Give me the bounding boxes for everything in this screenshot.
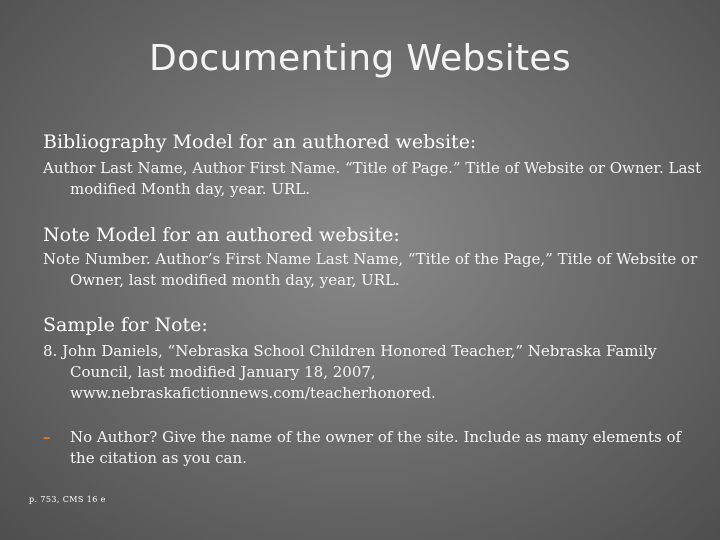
- bibliography-heading: Bibliography Model for an authored website:: [43, 131, 477, 153]
- slide-title: Documenting Websites: [149, 38, 571, 79]
- note-heading: Note Model for an authored website:: [43, 224, 400, 246]
- bibliography-model-text: Author Last Name, Author First Name. “Title of Page.” Title of Website or Owner. Last modified Month day, year. URL.: [43, 159, 702, 198]
- sample-heading: Sample for Note:: [43, 314, 208, 336]
- no-author-tip: [43, 427, 683, 469]
- no-author-tip-text: No Author? Give the name of the owner of the site. Include as many elements of the citation as you can.: [70, 428, 682, 467]
- page-reference-footer: p. 753, CMS 16 e: [29, 495, 106, 504]
- dash-bullet-icon: –: [43, 428, 51, 446]
- sample-note-text: 8. John Daniels, “Nebraska School Children Honored Teacher,” Nebraska Family Council, last modified January 18, 2007, www.nebraskafictionnews.com/teacherhonored.: [43, 342, 657, 402]
- note-model-text: Note Number. Author’s First Name Last Name, “Title of the Page,” Title of Website or Owner, last modified month day, year, URL.: [43, 250, 698, 289]
